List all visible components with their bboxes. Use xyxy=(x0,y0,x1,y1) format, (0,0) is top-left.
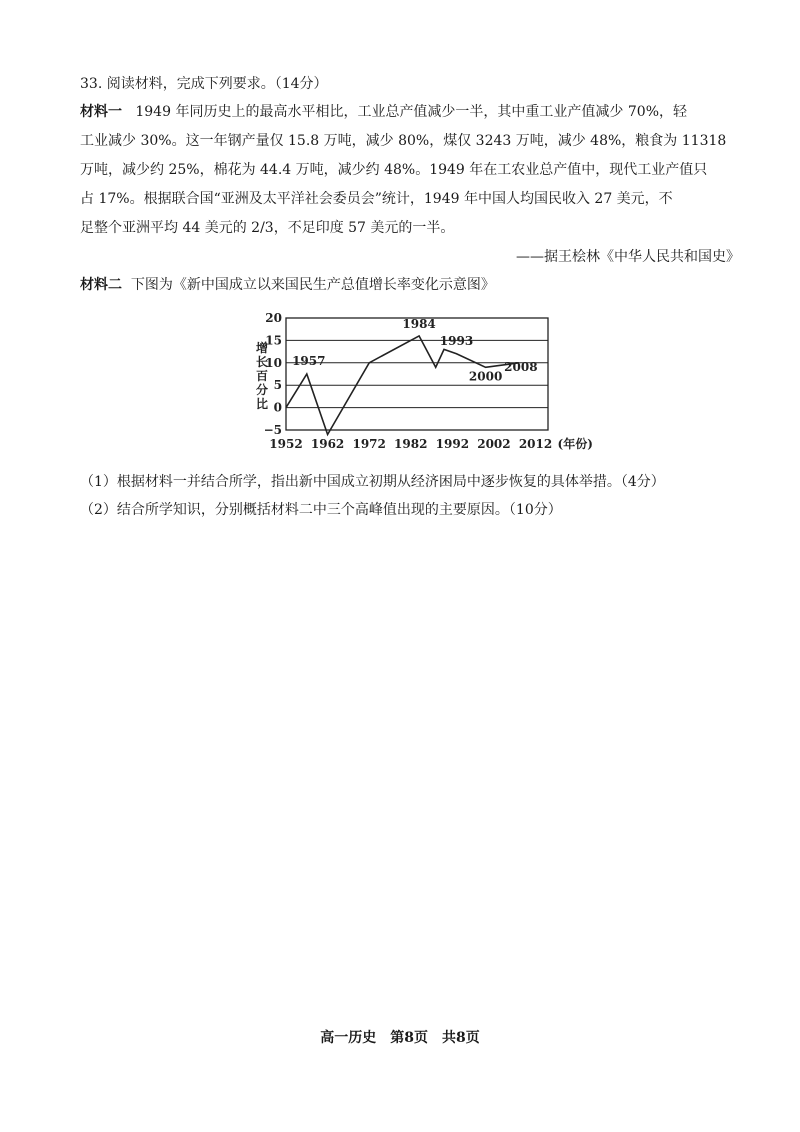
y-axis-label-char: 长 xyxy=(255,354,269,369)
y-axis-label xyxy=(256,340,268,411)
material2-text: 下图为《新中国成立以来国民生产总值增长率变化示意图》 xyxy=(130,277,495,293)
y-axis-label-char: 分 xyxy=(255,382,269,397)
x-tick-label: 1992 xyxy=(435,437,470,451)
growth-rate-chart xyxy=(248,308,593,460)
y-axis-label-char: 百 xyxy=(255,368,269,383)
material1-line-2: 工业减少 30%。这一年钢产量仅 15.8 万吨，减少 80%，煤仅 3243 万吨，减少 48%，粮食为 11318 xyxy=(80,133,727,149)
annotation-label: 2008 xyxy=(504,359,538,374)
page-footer: 高一历史 第8页 共8页 xyxy=(320,1030,480,1046)
material1-text-1: 1949 年同历史上的最高水平相比，工业总产值减少一半，其中重工业产值减少 70%，轻 xyxy=(135,104,688,120)
annotation-label: 1993 xyxy=(439,333,474,348)
material2-label: 材料二 xyxy=(80,277,122,293)
chart-annotations xyxy=(292,317,538,383)
growth-rate-chart-svg xyxy=(248,308,593,460)
y-tick-label: 0 xyxy=(273,400,282,415)
chart-grid xyxy=(286,340,548,407)
x-tick-labels xyxy=(269,436,593,451)
material1-line-4: 占 17%。根据联合国“亚洲及太平洋社会委员会”统计，1949 年中国人均国民收入 27 美元，不 xyxy=(80,191,673,207)
annotation-label: 1984 xyxy=(402,316,436,331)
material1-line-5: 足整个亚洲平均 44 美元的 2/3，不足印度 57 美元的一半。 xyxy=(80,220,455,236)
x-tick-label: 2002 xyxy=(477,437,511,451)
material1-line-3: 万吨，减少约 25%，棉花为 44.4 万吨，减少约 48%。1949 年在工农业总产值中，现代工业产值只 xyxy=(80,162,708,178)
sub-question-2: （2）结合所学知识，分别概括材料二中三个高峰值出现的主要原因。（10分） xyxy=(80,502,562,518)
sub-question-1: （1）根据材料一并结合所学，指出新中国成立初期从经济困局中逐步恢复的具体举措。（4分） xyxy=(80,474,665,490)
x-tick-label: 1982 xyxy=(394,437,428,451)
material1-label: 材料一 xyxy=(80,104,122,120)
annotation-label: 2000 xyxy=(468,369,503,384)
x-tick-label: 1962 xyxy=(310,437,345,451)
material2-line xyxy=(80,274,740,296)
x-tick-label: 1972 xyxy=(352,437,386,451)
y-axis-label-char: 比 xyxy=(255,396,269,411)
y-tick-label: 20 xyxy=(265,311,282,325)
material1-source: ——据王桧林《中华人民共和国史》 xyxy=(516,249,740,265)
y-axis-label-char: 增 xyxy=(255,340,269,355)
y-tick-label: 5 xyxy=(273,378,282,393)
x-tick-label: 1952 xyxy=(269,437,303,451)
material1-line-1 xyxy=(80,101,740,123)
y-tick-label: −5 xyxy=(263,423,282,437)
y-tick-label: 15 xyxy=(265,333,282,348)
x-tick-label: 2012 xyxy=(518,437,553,451)
annotation-label: 1957 xyxy=(292,354,326,368)
question-heading: 33. 阅读材料，完成下列要求。（14分） xyxy=(80,76,328,92)
y-tick-label: 10 xyxy=(265,355,282,370)
plot-frame xyxy=(286,318,548,430)
x-axis-label: (年份) xyxy=(557,437,593,451)
